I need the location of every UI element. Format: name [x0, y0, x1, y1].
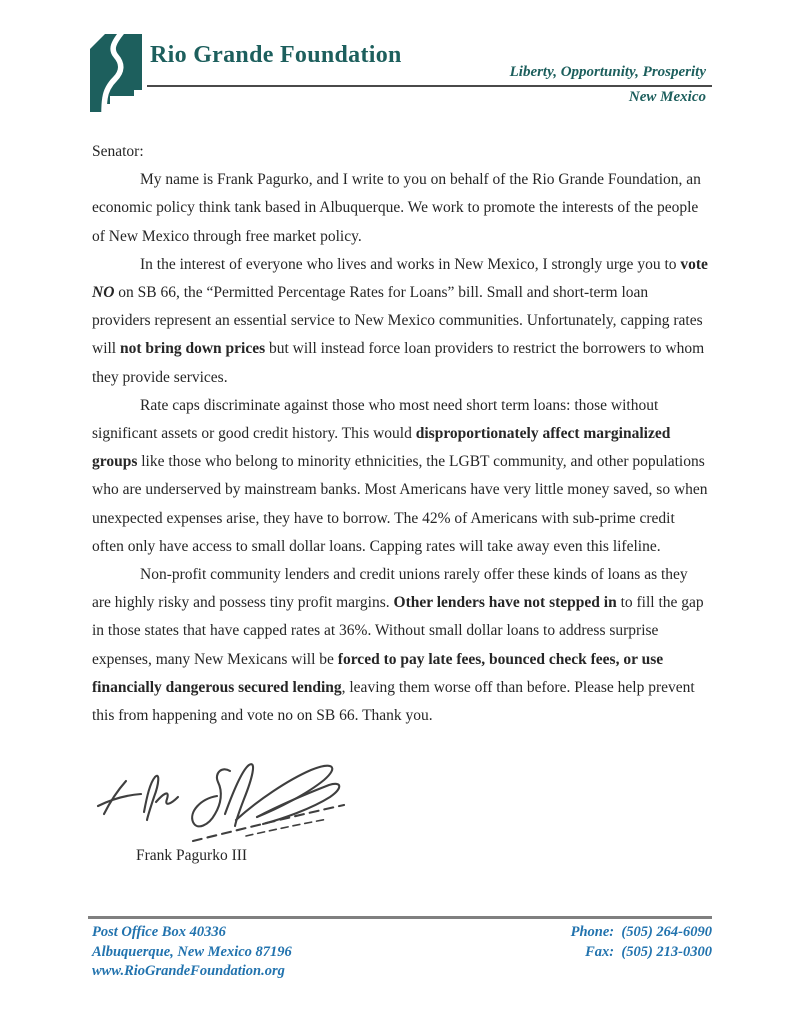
footer-address-line: www.RioGrandeFoundation.org	[92, 963, 285, 979]
text-run: but will instead force loan providers to restrict the borrowers to whom they provide services.	[92, 340, 705, 386]
header-divider	[147, 85, 712, 87]
footer-address	[92, 923, 292, 982]
footer-divider	[88, 916, 712, 919]
org-region: New Mexico	[628, 89, 706, 105]
rio-grande-foundation-logo	[90, 34, 142, 119]
text-run: , leaving them worse off than before. Please help prevent this from happening and vote no on SB 66. Thank you.	[92, 678, 695, 725]
text-run: disproportionately affect marginalized groups	[92, 425, 671, 471]
footer-address-line: Albuquerque, New Mexico 87196	[92, 943, 292, 960]
paragraph	[92, 251, 708, 392]
text-run: In the interest of everyone who lives and works in New Mexico, I strongly urge you to	[140, 255, 681, 273]
text-run: forced to pay late fees, bounced check fees, or use financially dangerous secured lending	[92, 650, 664, 696]
letter-body	[92, 138, 708, 730]
text-run: Rate caps discriminate against those who most need short term loans: those without significant assets or good credit history. This would	[92, 396, 659, 443]
footer-contact	[571, 923, 712, 962]
text-run: to fill the gap in those states that have capped rates at 36%. Without small dollar loans to address surprise expenses, many New Mexicans will be	[92, 594, 704, 668]
salutation: Senator:	[92, 143, 144, 160]
text-run: My name is Frank Pagurko, and I write to you on behalf of the Rio Grande Foundation, an economic policy think tank based in Albuquerque. We work to promote the interests of the people of New Mexico through free market policy.	[92, 171, 701, 245]
paragraph	[92, 166, 708, 251]
text-run: Other lenders have not stepped in	[393, 594, 617, 612]
paragraph	[92, 561, 708, 730]
footer-contact-line: Fax: (505) 213-0300	[585, 943, 712, 960]
text-run: not bring down prices	[120, 340, 266, 358]
footer-contact-line: Phone: (505) 264-6090	[570, 924, 712, 940]
text-run: Non-profit community lenders and credit unions rarely offer these kinds of loans as they are highly risky and possess tiny profit margins.	[92, 566, 688, 612]
text-run: vote	[680, 255, 708, 273]
new-mexico-river-icon	[90, 101, 142, 118]
signed-name: Frank Pagurko III	[136, 847, 248, 864]
signature	[96, 754, 348, 854]
text-run: NO	[92, 284, 115, 302]
footer-address-line: Post Office Box 40336	[92, 924, 226, 940]
paragraph	[92, 392, 708, 561]
text-run: like those who belong to minority ethnicities, the LGBT community, and other populations who are underserved by mainstream banks. Most Americans have very little money saved, so when unexpected expenses arise, they have to borrow. The 42% of Americans with sub-prime credit often only have access to small dollar loans. Capping rates will take away even this lifeline.	[92, 453, 708, 555]
letter-paragraphs	[92, 166, 708, 730]
text-run: on SB 66, the “Permitted Percentage Rates for Loans” bill. Small and short-term loan providers represent an essential service to New Mexico communities. Unfortunately, capping rates will	[92, 284, 703, 358]
org-tagline: Liberty, Opportunity, Prosperity	[509, 64, 706, 80]
org-name: Rio Grande Foundation	[150, 42, 402, 68]
